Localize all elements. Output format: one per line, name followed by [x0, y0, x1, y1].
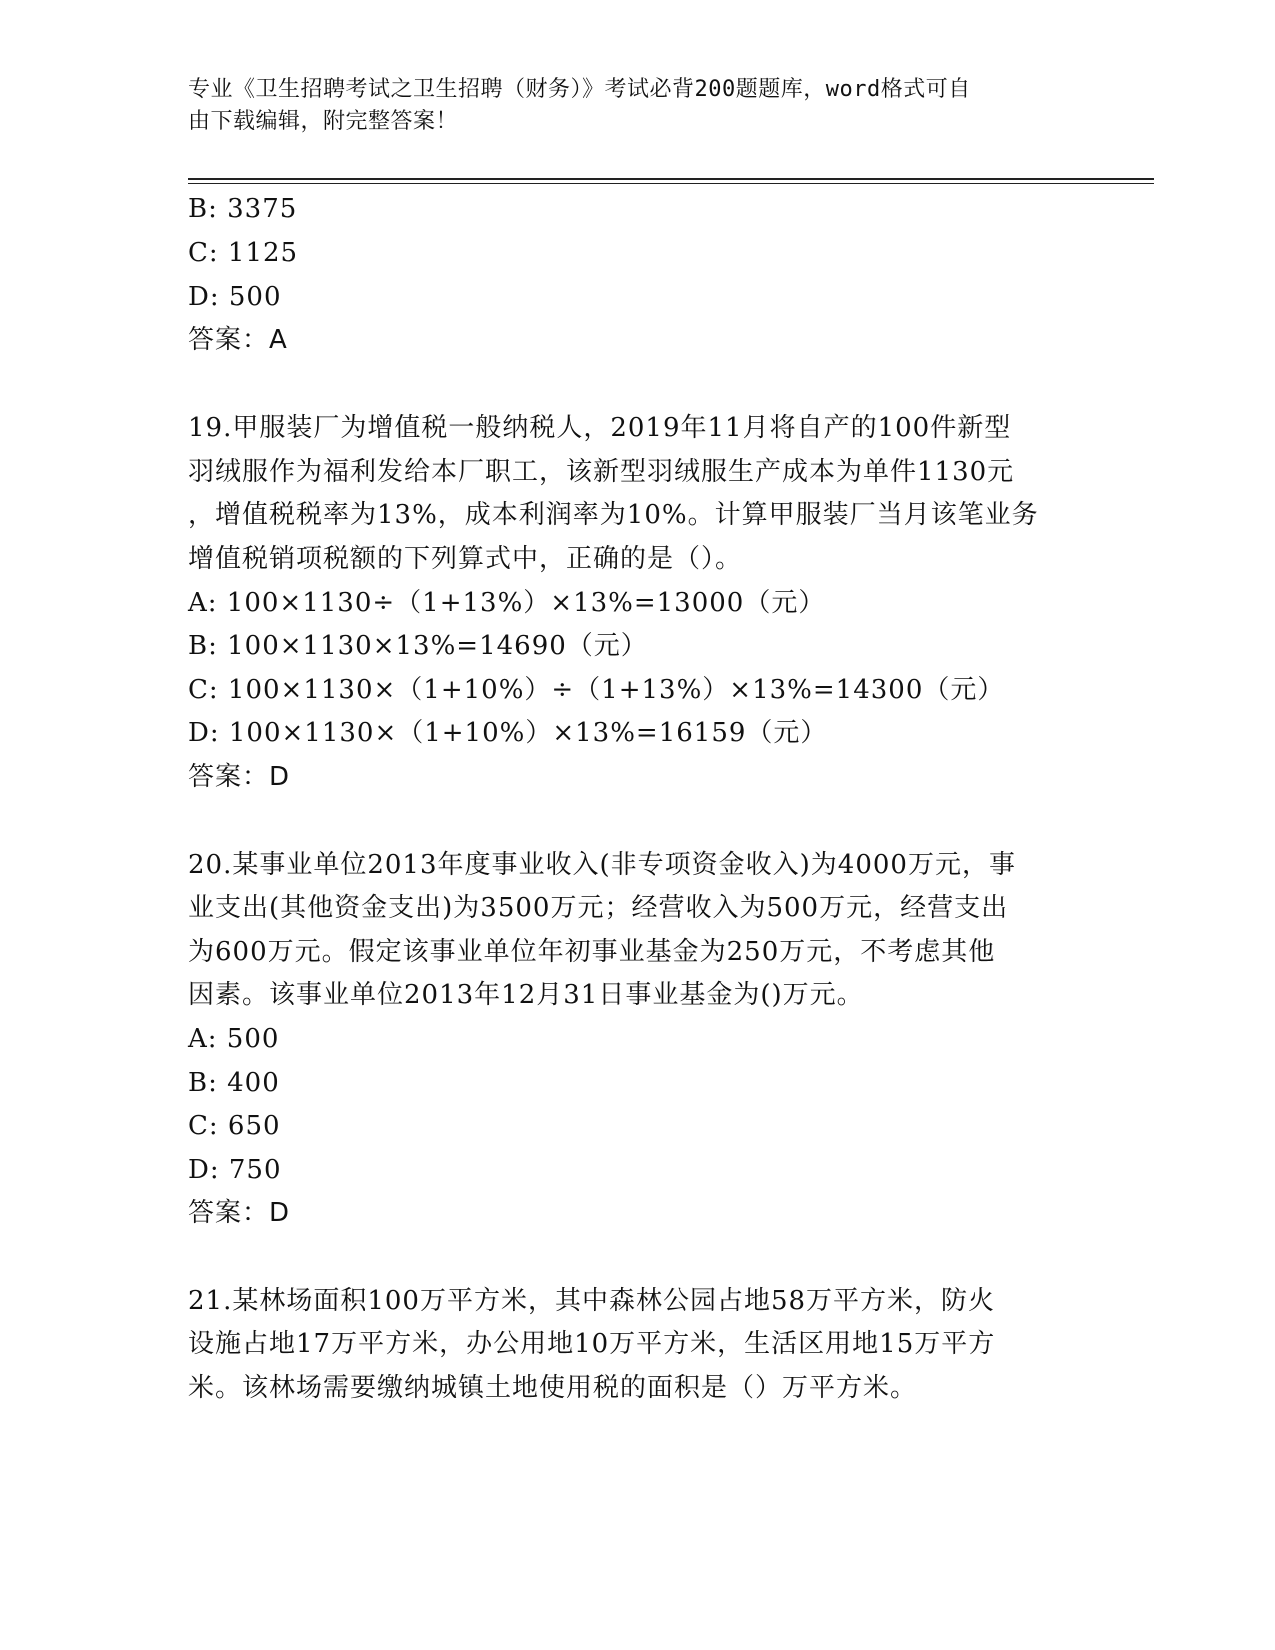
q19-answer: 答案：D: [188, 762, 291, 792]
q19-option-b: B: 100×1130×13%=14690（元）: [188, 631, 648, 661]
q19-option-a: A: 100×1130÷（1+13%）×13%=13000（元）: [188, 588, 826, 618]
q20-option-c: C: 650: [188, 1111, 281, 1141]
header-divider-thin: [188, 183, 1154, 184]
q20-stem-line-4: 因素。该事业单位2013年12月31日事业基金为()万元。: [188, 980, 864, 1010]
q20-answer: 答案：D: [188, 1198, 291, 1228]
header-divider-thick: [188, 178, 1154, 180]
q18-option-d: D: 500: [188, 282, 282, 312]
q19-option-c: C: 100×1130×（1+10%）÷（1+13%）×13%=14300（元）: [188, 675, 1005, 705]
q20-stem-line-3: 为600万元。假定该事业单位年初事业基金为250万元，不考虑其他: [188, 937, 996, 967]
q18-answer: 答案：A: [188, 325, 288, 355]
document-header: [188, 74, 1068, 138]
q21-stem-line-3: 米。该林场需要缴纳城镇土地使用税的面积是（）万平方米。: [188, 1373, 918, 1403]
q19-stem-line-3: ，增值税税率为13%，成本利润率为10%。计算甲服装厂当月该笔业务: [188, 500, 1039, 530]
q18-option-c: C: 1125: [188, 238, 299, 268]
q20-option-b: B: 400: [188, 1068, 280, 1098]
header-line-2: 由下载编辑，附完整答案！: [188, 109, 459, 134]
q18-option-b: B: 3375: [188, 194, 298, 224]
q19-stem-line-1: 19.甲服装厂为增值税一般纳税人，2019年11月将自产的100件新型: [188, 413, 1012, 443]
q20-stem-line-2: 业支出(其他资金支出)为3500万元；经营收入为500万元，经营支出: [188, 893, 1009, 923]
q19-option-d: D: 100×1130×（1+10%）×13%=16159（元）: [188, 718, 828, 748]
q21-stem-line-2: 设施占地17万平方米，办公用地10万平方米，生活区用地15万平方: [188, 1329, 996, 1359]
header-line-1: 专业《卫生招聘考试之卫生招聘（财务）》考试必背200题题库，word格式可自: [188, 77, 971, 102]
q21-stem-line-1: 21.某林场面积100万平方米，其中森林公园占地58万平方米，防火: [188, 1286, 996, 1316]
q20-stem-line-1: 20.某事业单位2013年度事业收入(非专项资金收入)为4000万元，事: [188, 850, 1016, 880]
q20-option-d: D: 750: [188, 1155, 282, 1185]
q20-option-a: A: 500: [188, 1024, 280, 1054]
q19-stem-line-4: 增值税销项税额的下列算式中，正确的是（）。: [188, 544, 743, 574]
q19-stem-line-2: 羽绒服作为福利发给本厂职工，该新型羽绒服生产成本为单件1130元: [188, 457, 1015, 487]
